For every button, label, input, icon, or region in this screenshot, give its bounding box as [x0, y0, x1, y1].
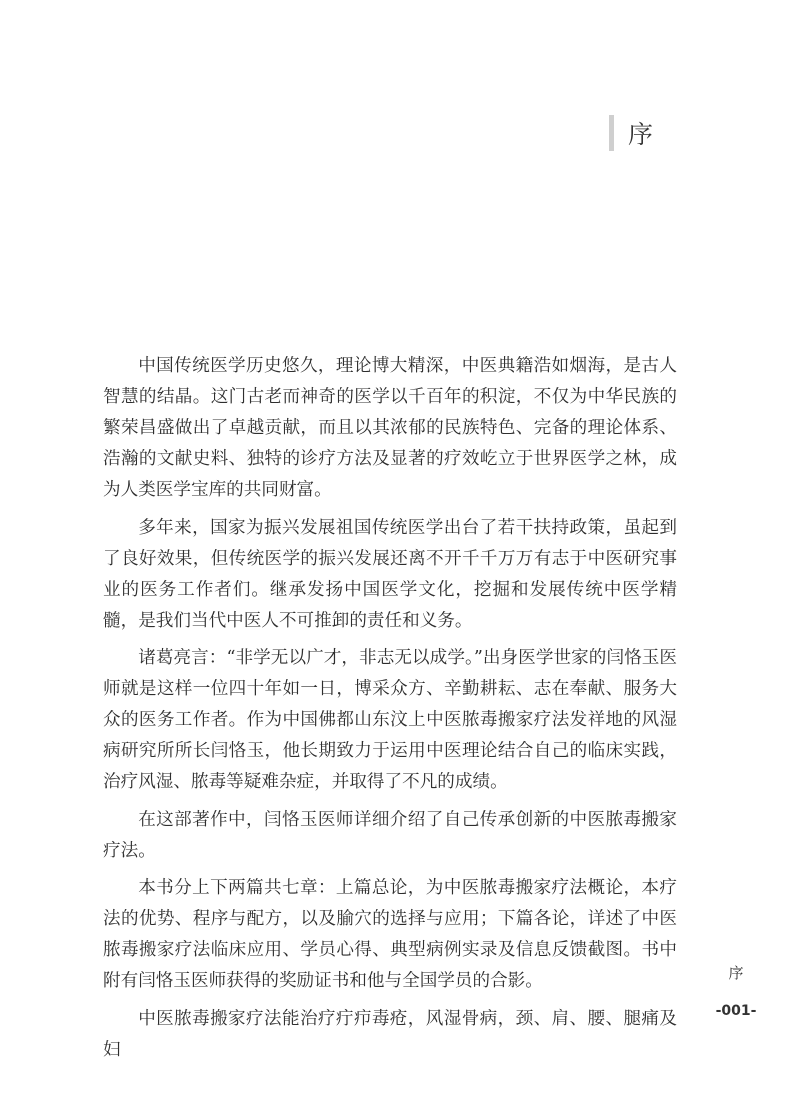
paragraph-4: 在这部著作中，闫恪玉医师详细介绍了自己传承创新的中医脓毒搬家疗法。 — [103, 809, 677, 861]
paragraph-3: 诸葛亮言：“非学无以广才，非志无以成学。”出身医学世家的闫恪玉医师就是这样一位四十年如一日，博采众方、辛勤耕耘、志在奉献、服务大众的医务工作者。作为中国佛都山东汶上中医脓毒搬家疗法发祥地的风湿病研究所所长闫恪玉，他长期致力于运用中医理论结合自己的临床实践，治疗风湿、脓毒等疑难杂症，并取得了不凡的成绩。 — [103, 648, 677, 792]
page-number: -001- — [715, 1003, 757, 1019]
section-title-block — [609, 114, 654, 152]
running-head: 序 — [728, 964, 744, 982]
paragraph-2: 多年来，国家为振兴发展祖国传统医学出台了若干扶持政策，虽起到了良好效果，但传统医学的振兴发展还离不开千千万万有志于中医研究事业的医务工作者们。继承发扬中国医学文化，挖掘和发展传统中医学精髓，是我们当代中医人不可推卸的责任和义务。 — [103, 517, 677, 631]
paragraph-6: 中医脓毒搬家疗法能治疗疔疖毒疮，风湿骨病，颈、肩、腰、腿痛及妇 — [103, 1008, 677, 1060]
preface-body — [103, 351, 677, 1072]
section-title: 序 — [628, 120, 655, 149]
paragraph-5: 本书分上下两篇共七章：上篇总论，为中医脓毒搬家疗法概论，本疗法的优势、程序与配方，以及腧穴的选择与应用；下篇各论，详述了中医脓毒搬家疗法临床应用、学员心得、典型病例实录及信息反馈截图。书中附有闫恪玉医师获得的奖励证书和他与全国学员的合影。 — [103, 878, 677, 991]
title-accent-bar — [609, 115, 614, 151]
paragraph-1: 中国传统医学历史悠久，理论博大精深，中医典籍浩如烟海，是古人智慧的结晶。这门古老而神奇的医学以千百年的积淀，不仅为中华民族的繁荣昌盛做出了卓越贡献，而且以其浓郁的民族特色、完备的理论体系、浩瀚的文献史料、独特的诊疗方法及显著的疗效屹立于世界医学之林，成为人类医学宝库的共同财富。 — [103, 356, 677, 500]
